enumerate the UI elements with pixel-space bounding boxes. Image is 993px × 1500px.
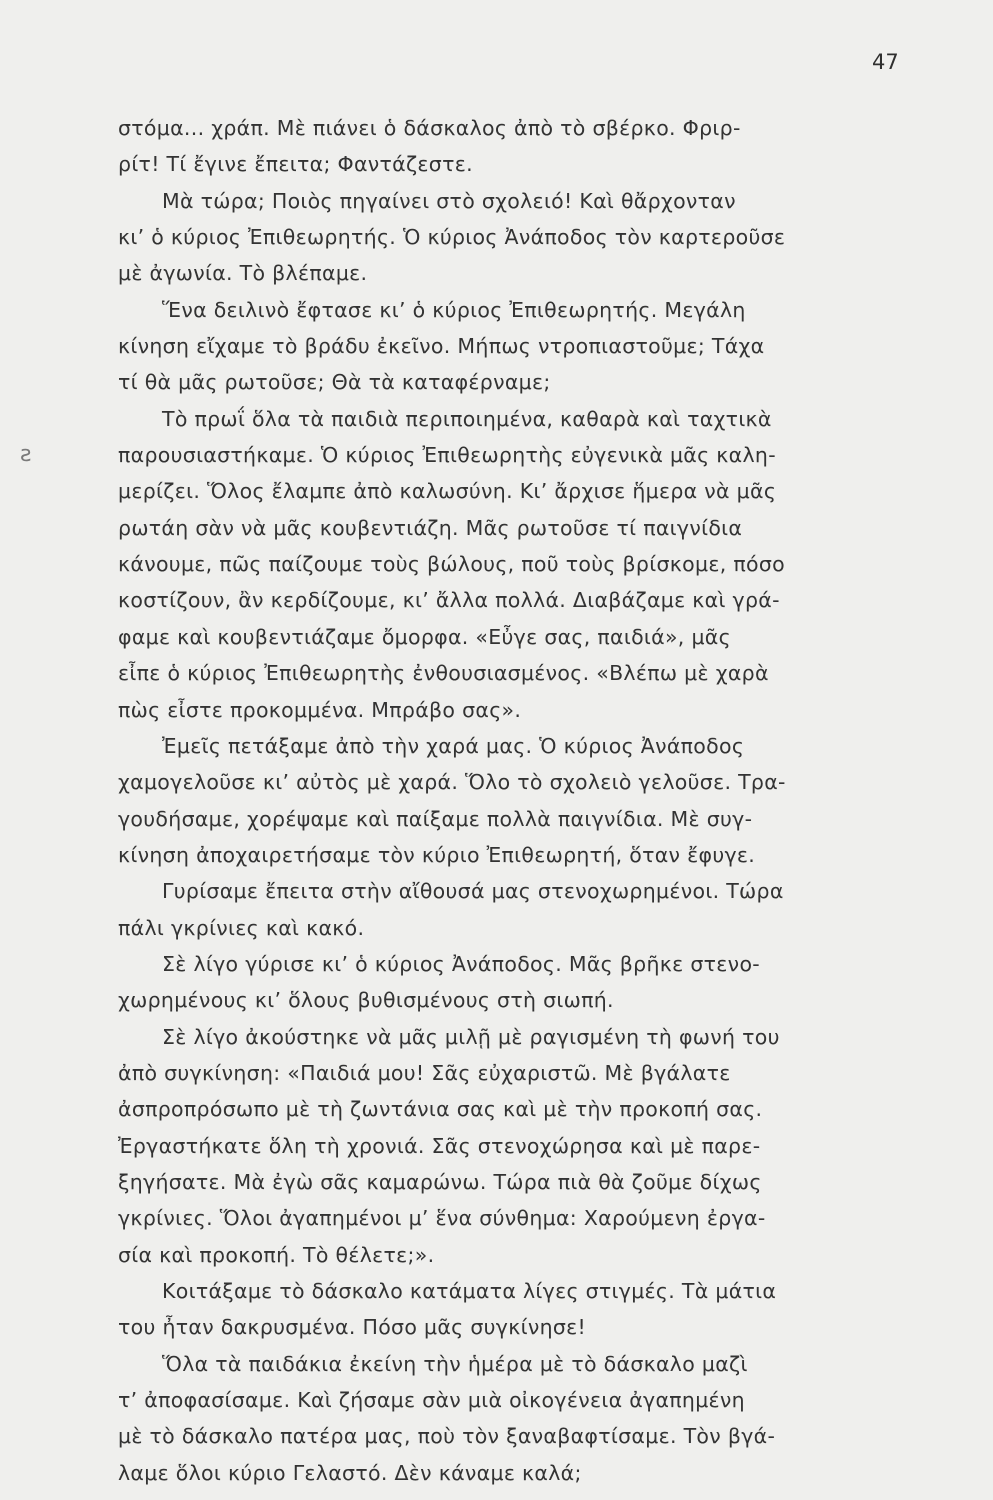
text-line: ἀπὸ συγκίνηση: «Παιδιά μου! Σᾶς εὐχαριστῶ. Μὲ βγάλατε: [118, 1060, 731, 1085]
text-line: πὼς εἶστε προκομμένα. Μπράβο σας».: [118, 697, 522, 722]
text-line: τ’ ἀποφασίσαμε. Καὶ ζήσαμε σὰν μιὰ οἰκογένεια ἀγαπημένη: [118, 1388, 745, 1413]
text-line: λαμε ὅλοι κύριο Γελαστό. Δὲν κάναμε καλά;: [118, 1460, 582, 1485]
text-line: μερίζει. Ὅλος ἔλαμπε ἀπὸ καλωσύνη. Κι’ ἄρχισε ἥμερα νὰ μᾶς: [118, 479, 777, 504]
text-line: χαμογελοῦσε κι’ αὐτὸς μὲ χαρά. Ὅλο τὸ σχολειὸ γελοῦσε. Τρα-: [118, 770, 786, 795]
body-text: [118, 110, 918, 1491]
text-line: Κοιτάξαμε τὸ δάσκαλο κατάματα λίγες στιγμές. Τὰ μάτια: [162, 1279, 777, 1303]
text-line: κοστίζουν, ἂν κερδίζουμε, κι’ ἄλλα πολλά. Διαβάζαμε καὶ γρά-: [118, 588, 780, 613]
text-line: ρίτ! Τί ἔγινε ἔπειτα; Φαντάζεστε.: [118, 152, 473, 177]
text-line: Ὅλα τὰ παιδάκια ἐκείνη τὴν ἡμέρα μὲ τὸ δάσκαλο μαζὶ: [162, 1351, 748, 1376]
text-line: κι’ ὁ κύριος Ἐπιθεωρητής. Ὁ κύριος Ἀνάποδος τὸν καρτεροῦσε: [118, 225, 786, 250]
margin-pencil-mark: ƨ: [20, 442, 32, 467]
text-line: μὲ τὸ δάσκαλο πατέρα μας, ποὺ τὸν ξαναβαφτίσαμε. Τὸν βγά-: [118, 1424, 776, 1449]
text-line: Γυρίσαμε ἔπειτα στὴν αἴθουσά μας στενοχωρημένοι. Τώρα: [162, 879, 784, 904]
text-line: Ἕνα δειλινὸ ἔφτασε κι’ ὁ κύριος Ἐπιθεωρητής. Μεγάλη: [162, 297, 746, 322]
text-line: κίνηση ἀποχαιρετήσαμε τὸν κύριο Ἐπιθεωρητή, ὅταν ἔφυγε.: [118, 842, 756, 867]
text-line: του ἦταν δακρυσμένα. Πόσο μᾶς συγκίνησε!: [118, 1315, 587, 1340]
text-line: Τὸ πρωΐ ὅλα τὰ παιδιὰ περιποιημένα, καθαρὰ καὶ ταχτικὰ: [162, 406, 772, 431]
text-line: ξηγήσατε. Μὰ ἐγὼ σᾶς καμαρώνω. Τώρα πιὰ θὰ ζοῦμε δίχως: [118, 1169, 762, 1194]
text-line: παρουσιαστήκαμε. Ὁ κύριος Ἐπιθεωρητὴς εὐγενικὰ μᾶς καλη-: [118, 443, 776, 468]
page-number: 47: [872, 50, 899, 74]
text-line: τί θὰ μᾶς ρωτοῦσε; Θὰ τὰ καταφέρναμε;: [118, 370, 551, 395]
text-line: ρωτάη σὰν νὰ μᾶς κουβεντιάζη. Μᾶς ρωτοῦσε τί παιγνίδια: [118, 515, 743, 540]
text-line: γκρίνιες. Ὅλοι ἀγαπημένοι μ’ ἕνα σύνθημα: Χαρούμενη ἐργα-: [118, 1206, 766, 1231]
text-line: Σὲ λίγο γύρισε κι’ ὁ κύριος Ἀνάποδος. Μᾶς βρῆκε στενο-: [162, 951, 760, 976]
text-line: Μὰ τώρα; Ποιὸς πηγαίνει στὸ σχολειό! Καὶ θἄρχονταν: [162, 188, 736, 213]
text-line: Ἐμεῖς πετάξαμε ἀπὸ τὴν χαρά μας. Ὁ κύριος Ἀνάποδος: [162, 733, 745, 758]
text-line: Σὲ λίγο ἀκούστηκε νὰ μᾶς μιλῇ μὲ ραγισμένη τὴ φωνή του: [162, 1024, 780, 1049]
text-line: ἀσπροπρόσωπο μὲ τὴ ζωντάνια σας καὶ μὲ τὴν προκοπή σας.: [118, 1097, 763, 1122]
text-line: στόμα... χράπ. Μὲ πιάνει ὁ δάσκαλος ἀπὸ τὸ σβέρκο. Φριρ-: [118, 116, 741, 140]
text-line: φαμε καὶ κουβεντιάζαμε ὄμορφα. «Εὖγε σας, παιδιά», μᾶς: [118, 624, 731, 649]
text-line: σία καὶ προκοπή. Τὸ θέλετε;».: [118, 1242, 435, 1267]
text-line: κίνηση εἴχαμε τὸ βράδυ ἐκεῖνο. Μήπως ντροπιαστοῦμε; Τάχα: [118, 334, 765, 359]
text-line: πάλι γκρίνιες καὶ κακό.: [118, 915, 365, 940]
text-line: Ἐργαστήκατε ὅλη τὴ χρονιά. Σᾶς στενοχώρησα καὶ μὲ παρε-: [118, 1133, 761, 1158]
text-line: χωρημένους κι’ ὅλους βυθισμένους στὴ σιωπή.: [118, 988, 614, 1013]
text-line: κάνουμε, πῶς παίζουμε τοὺς βώλους, ποῦ τοὺς βρίσκομε, πόσο: [118, 552, 785, 577]
text-line: μὲ ἀγωνία. Τὸ βλέπαμε.: [118, 261, 368, 286]
text-line: γουδήσαμε, χορέψαμε καὶ παίξαμε πολλὰ παιγνίδια. Μὲ συγ-: [118, 806, 753, 831]
text-line: εἶπε ὁ κύριος Ἐπιθεωρητὴς ἐνθουσιασμένος. «Βλέπω μὲ χαρὰ: [118, 661, 769, 686]
